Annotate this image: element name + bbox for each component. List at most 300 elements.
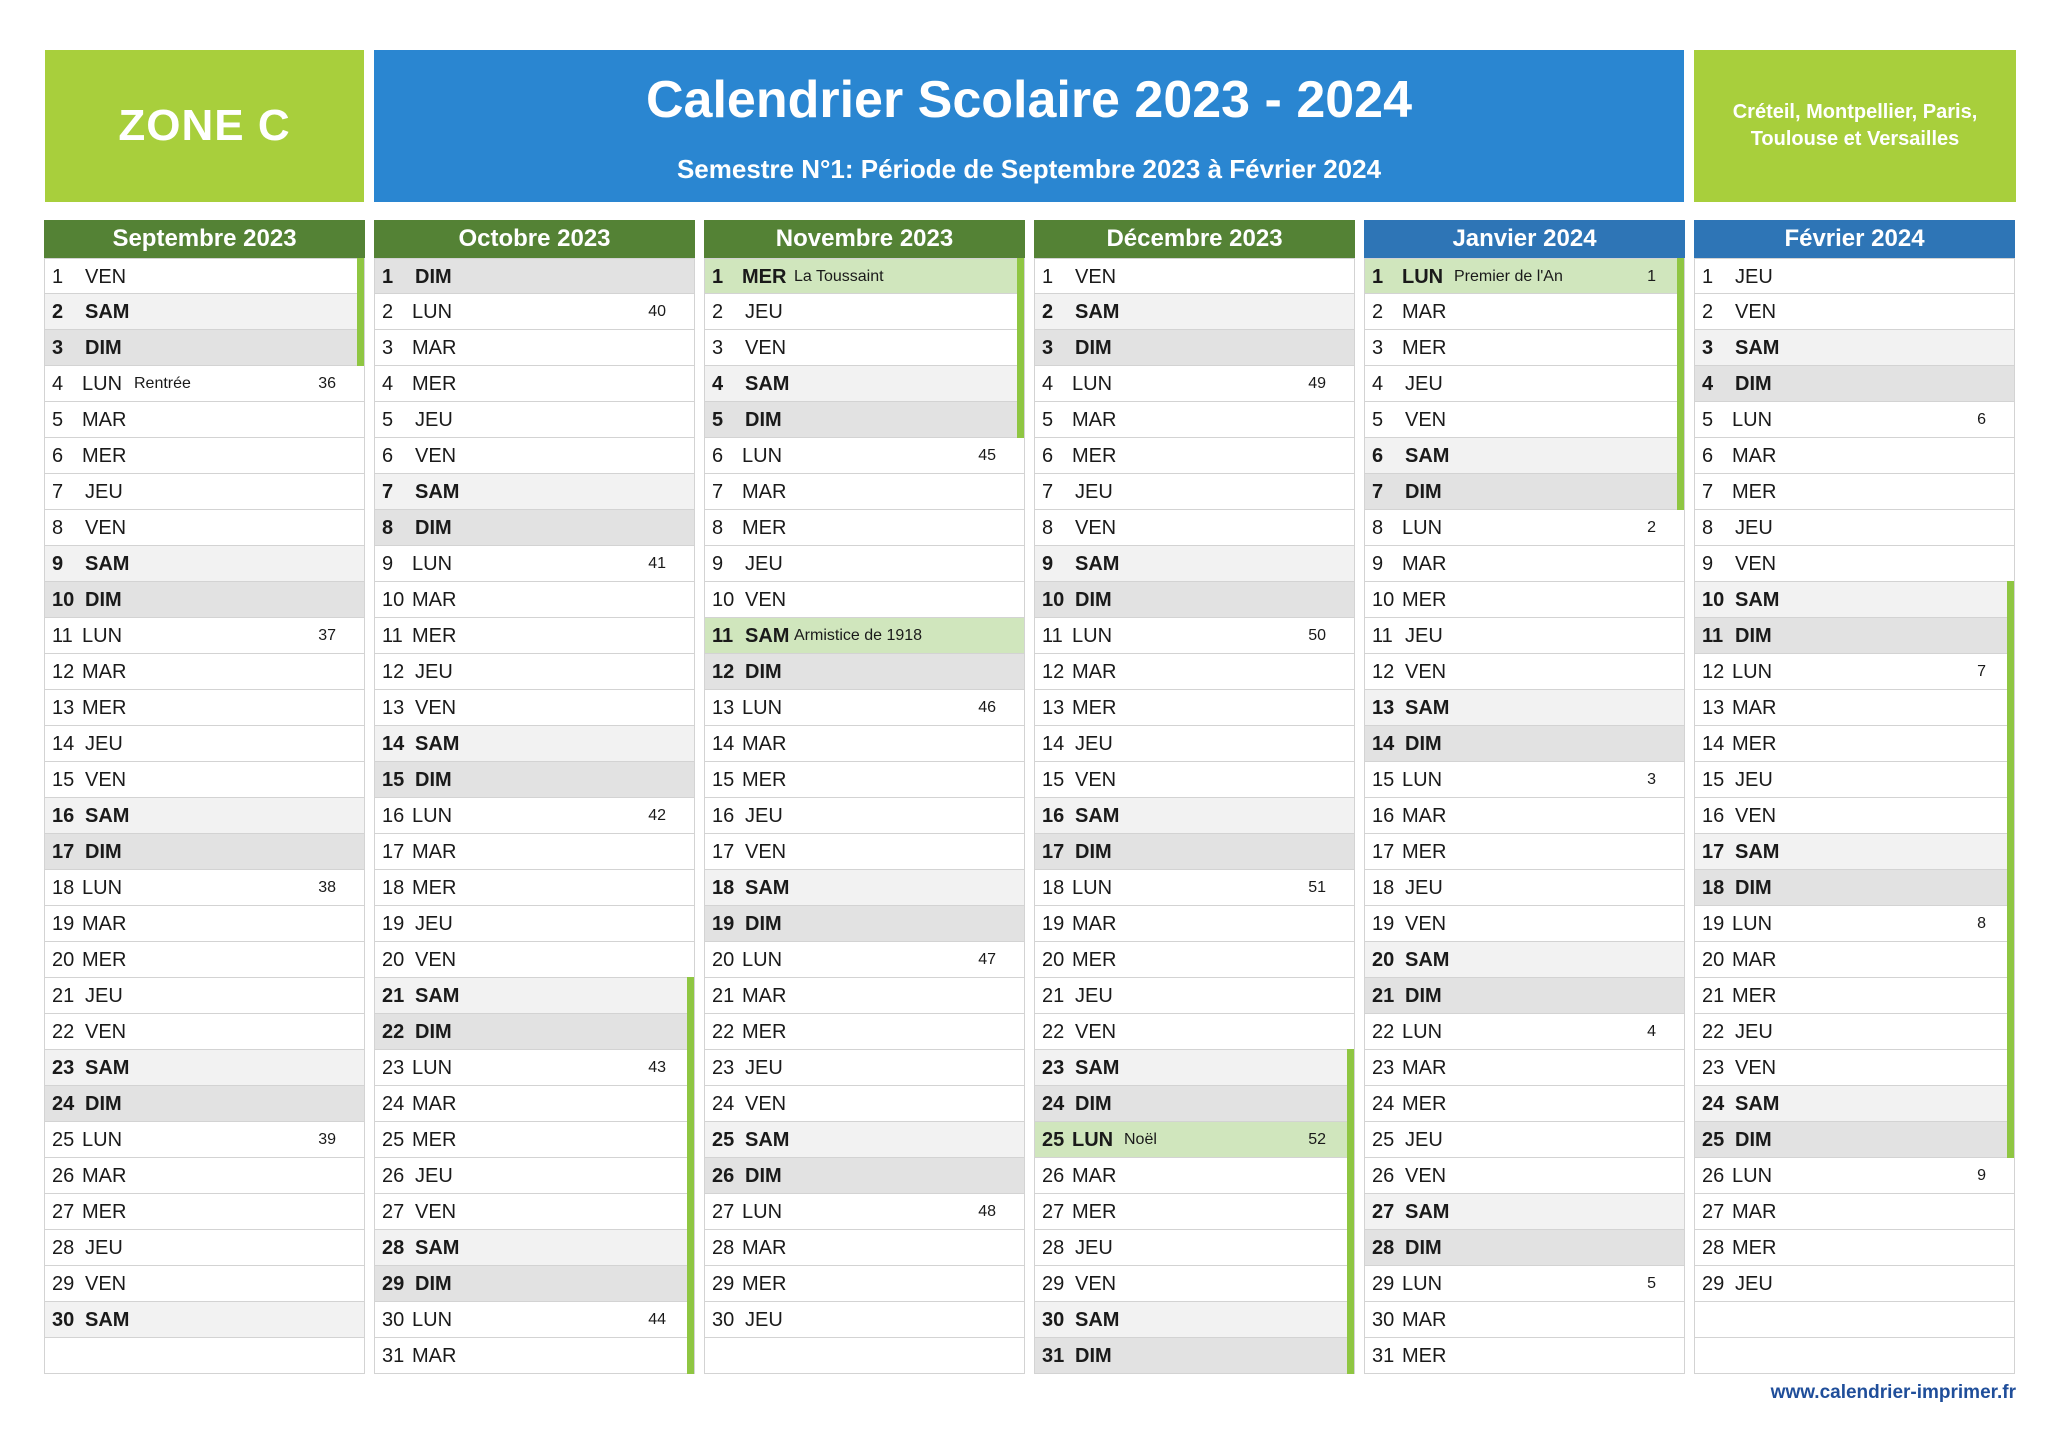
day-row [1364, 1158, 1685, 1194]
day-row [1694, 690, 2015, 726]
day-name: LUN [742, 949, 783, 971]
day-name: DIM [415, 769, 452, 791]
day-name: VEN [415, 697, 457, 719]
day-row [704, 1050, 1025, 1086]
day-row [1694, 762, 2015, 798]
day-row [44, 1194, 365, 1230]
week-number: 43 [648, 1059, 666, 1076]
day-row [1694, 654, 2015, 690]
day-row [44, 1014, 365, 1050]
day-number: 24 [1042, 1093, 1065, 1115]
day-name: JEU [415, 661, 453, 683]
day-name: MAR [1072, 409, 1117, 431]
day-name: DIM [85, 589, 122, 611]
day-row [44, 1230, 365, 1266]
day-row [44, 762, 365, 798]
day-row [44, 1158, 365, 1194]
day-number: 15 [382, 769, 405, 791]
day-row [44, 474, 365, 510]
day-number: 10 [1702, 589, 1725, 611]
day-name: JEU [1075, 481, 1113, 503]
day-name: LUN [742, 445, 783, 467]
day-name: VEN [745, 337, 787, 359]
week-number: 51 [1308, 879, 1326, 896]
day-row [1694, 942, 2015, 978]
day-number: 1 [1372, 266, 1384, 288]
day-row [44, 510, 365, 546]
day-row [1364, 1302, 1685, 1338]
day-number: 27 [382, 1201, 405, 1223]
vacation-marker [1017, 258, 1024, 295]
vacation-marker [1677, 365, 1684, 402]
day-number: 22 [382, 1021, 405, 1043]
day-number: 21 [712, 985, 735, 1007]
day-row [374, 1122, 695, 1158]
vacation-marker [687, 1121, 694, 1158]
month-header: Décembre 2023 [1034, 220, 1355, 258]
day-name: JEU [1405, 877, 1443, 899]
day-name: LUN [1732, 913, 1773, 935]
day-number: 9 [1702, 553, 1714, 575]
day-number: 10 [712, 589, 735, 611]
day-row [44, 1266, 365, 1302]
day-row [1034, 1050, 1355, 1086]
day-name: LUN [1072, 1129, 1114, 1151]
day-name: LUN [1732, 661, 1773, 683]
day-number: 24 [1702, 1093, 1725, 1115]
week-number: 42 [648, 807, 666, 824]
day-number: 12 [382, 661, 405, 683]
month-column [1034, 220, 1355, 1374]
vacation-marker [687, 1301, 694, 1338]
day-row [704, 690, 1025, 726]
day-row [1694, 870, 2015, 906]
day-name: MAR [1402, 805, 1447, 827]
day-row [1694, 906, 2015, 942]
day-number: 31 [1372, 1345, 1395, 1367]
day-name: VEN [415, 445, 457, 467]
day-name: VEN [85, 266, 127, 288]
day-name: SAM [415, 1237, 460, 1259]
day-name: JEU [1405, 373, 1443, 395]
day-number: 21 [382, 985, 405, 1007]
day-number: 14 [1372, 733, 1395, 755]
day-row [704, 1014, 1025, 1050]
day-row [44, 834, 365, 870]
day-name: MER [412, 625, 457, 647]
month-column [704, 220, 1025, 1374]
day-row [704, 942, 1025, 978]
day-name: VEN [1405, 661, 1447, 683]
day-number: 9 [712, 553, 724, 575]
day-name: LUN [1402, 266, 1444, 288]
day-number: 5 [712, 409, 724, 431]
day-number: 20 [52, 949, 75, 971]
day-number: 27 [52, 1201, 75, 1223]
day-row [1694, 1266, 2015, 1302]
day-name: SAM [85, 1057, 130, 1079]
page-subtitle: Semestre N°1: Période de Septembre 2023 à Février 2024 [676, 154, 1382, 184]
day-name: DIM [1075, 1345, 1112, 1367]
day-row [704, 1302, 1025, 1338]
day-number: 11 [382, 625, 403, 647]
day-row [704, 366, 1025, 402]
vacation-marker [2007, 761, 2014, 798]
day-name: SAM [745, 1129, 790, 1151]
day-row [1364, 690, 1685, 726]
day-row [1364, 798, 1685, 834]
day-number: 22 [1042, 1021, 1065, 1043]
day-number: 28 [1372, 1237, 1395, 1259]
day-row [374, 834, 695, 870]
day-number: 14 [1702, 733, 1725, 755]
day-number: 27 [1372, 1201, 1395, 1223]
day-name: LUN [1402, 1273, 1443, 1295]
week-number: 39 [318, 1131, 336, 1148]
day-row [1694, 1050, 2015, 1086]
day-number: 25 [712, 1129, 735, 1151]
day-row [1694, 1158, 2015, 1194]
month-column [1364, 220, 1685, 1374]
day-number: 16 [1702, 805, 1725, 827]
day-name: VEN [85, 1273, 127, 1295]
day-name: DIM [85, 337, 122, 359]
day-number: 4 [382, 373, 394, 395]
day-row [374, 1014, 695, 1050]
day-number: 24 [52, 1093, 75, 1115]
title-banner [374, 50, 1684, 202]
day-name: LUN [412, 301, 453, 323]
day-row [1694, 366, 2015, 402]
day-event: La Toussaint [794, 268, 884, 285]
day-name: JEU [85, 481, 123, 503]
day-number: 8 [712, 517, 724, 539]
day-row [44, 942, 365, 978]
vacation-marker [687, 1085, 694, 1122]
day-row [44, 690, 365, 726]
day-row [44, 582, 365, 618]
day-number: 18 [382, 877, 405, 899]
day-number: 9 [1372, 553, 1384, 575]
day-name: JEU [1735, 266, 1773, 288]
day-row [1694, 474, 2015, 510]
empty-day-cell [44, 1338, 365, 1374]
day-row [1694, 510, 2015, 546]
day-row [1364, 834, 1685, 870]
day-name: MAR [1732, 1201, 1777, 1223]
day-number: 22 [712, 1021, 735, 1043]
day-row [704, 546, 1025, 582]
day-number: 11 [1042, 625, 1063, 647]
day-name: MAR [1072, 661, 1117, 683]
day-row [704, 294, 1025, 330]
day-number: 8 [1372, 517, 1384, 539]
day-name: LUN [82, 1129, 123, 1151]
day-number: 23 [382, 1057, 405, 1079]
day-number: 17 [1042, 841, 1065, 863]
day-name: MAR [1732, 949, 1777, 971]
vacation-marker [1347, 1301, 1354, 1338]
week-number: 47 [978, 951, 996, 968]
day-name: JEU [1405, 625, 1443, 647]
day-name: VEN [1735, 553, 1777, 575]
day-number: 20 [1372, 949, 1395, 971]
vacation-marker [687, 1193, 694, 1230]
day-number: 3 [382, 337, 394, 359]
day-name: JEU [1075, 985, 1113, 1007]
day-number: 6 [712, 445, 724, 467]
day-name: JEU [415, 1165, 453, 1187]
day-number: 9 [52, 553, 64, 575]
day-row [1694, 1230, 2015, 1266]
vacation-marker [1347, 1265, 1354, 1302]
week-number: 37 [318, 627, 336, 644]
day-row [1364, 366, 1685, 402]
day-name: LUN [412, 805, 453, 827]
day-number: 8 [1042, 517, 1054, 539]
day-number: 2 [712, 301, 724, 323]
day-number: 28 [1042, 1237, 1065, 1259]
day-name: MER [1732, 733, 1777, 755]
day-number: 23 [52, 1057, 75, 1079]
day-row [44, 654, 365, 690]
day-number: 28 [712, 1237, 735, 1259]
day-number: 25 [1702, 1129, 1725, 1151]
day-row [374, 1266, 695, 1302]
day-number: 5 [1042, 409, 1054, 431]
day-name: JEU [85, 733, 123, 755]
day-row [1034, 1194, 1355, 1230]
day-number: 3 [712, 337, 724, 359]
day-name: VEN [1075, 1273, 1117, 1295]
day-row [1694, 1122, 2015, 1158]
day-event: Rentrée [134, 375, 191, 392]
day-number: 20 [382, 949, 405, 971]
vacation-marker [2007, 1013, 2014, 1050]
day-number: 4 [52, 373, 64, 395]
vacation-marker [2007, 905, 2014, 942]
day-number: 19 [52, 913, 75, 935]
day-number: 15 [1042, 769, 1065, 791]
day-name: JEU [1405, 1129, 1443, 1151]
day-row [1364, 1230, 1685, 1266]
day-number: 23 [712, 1057, 735, 1079]
day-row [1364, 438, 1685, 474]
vacation-marker [2007, 689, 2014, 726]
day-number: 18 [52, 877, 75, 899]
day-name: VEN [745, 589, 787, 611]
day-name: SAM [85, 553, 130, 575]
day-number: 15 [712, 769, 735, 791]
day-number: 7 [52, 481, 64, 503]
day-number: 28 [382, 1237, 405, 1259]
day-row [374, 330, 695, 366]
day-name: DIM [85, 841, 122, 863]
day-name: MER [742, 1021, 787, 1043]
day-name: MAR [1402, 1057, 1447, 1079]
day-number: 17 [52, 841, 75, 863]
day-number: 21 [1042, 985, 1065, 1007]
day-row [704, 582, 1025, 618]
day-number: 11 [1372, 625, 1393, 647]
day-row [1034, 438, 1355, 474]
day-row [1364, 510, 1685, 546]
day-row [704, 258, 1025, 294]
vacation-marker [1347, 1157, 1354, 1194]
day-number: 19 [1372, 913, 1395, 935]
day-row [1034, 1338, 1355, 1374]
day-name: JEU [1735, 517, 1773, 539]
day-name: SAM [85, 1309, 130, 1331]
day-row [1034, 546, 1355, 582]
day-name: DIM [1075, 337, 1112, 359]
day-name: MAR [742, 481, 787, 503]
day-row [374, 978, 695, 1014]
day-number: 16 [1372, 805, 1395, 827]
day-row [704, 978, 1025, 1014]
day-name: JEU [1075, 733, 1113, 755]
day-name: VEN [1075, 769, 1117, 791]
day-name: MAR [1072, 1165, 1117, 1187]
day-number: 2 [1372, 301, 1384, 323]
day-number: 14 [712, 733, 735, 755]
day-row [44, 402, 365, 438]
day-row [1364, 582, 1685, 618]
day-number: 11 [1702, 625, 1724, 647]
day-name: MER [1072, 1201, 1117, 1223]
day-row [1364, 1050, 1685, 1086]
day-row [374, 906, 695, 942]
vacation-marker [1677, 473, 1684, 510]
day-name: MER [742, 517, 787, 539]
day-name: JEU [745, 553, 783, 575]
day-name: DIM [415, 1021, 452, 1043]
day-name: DIM [85, 1093, 122, 1115]
day-number: 10 [382, 589, 405, 611]
day-row [1034, 762, 1355, 798]
day-number: 21 [1372, 985, 1395, 1007]
day-number: 8 [52, 517, 64, 539]
day-name: LUN [1402, 517, 1443, 539]
empty-day-cell [1694, 1338, 2015, 1374]
day-name: DIM [1405, 985, 1442, 1007]
day-name: MER [1402, 1093, 1447, 1115]
vacation-marker [2007, 1049, 2014, 1086]
vacation-marker [2007, 581, 2014, 618]
vacation-marker [2007, 977, 2014, 1014]
day-number: 2 [1042, 301, 1054, 323]
day-row [44, 1050, 365, 1086]
vacation-marker [1677, 401, 1684, 438]
empty-day-cell [1694, 1302, 2015, 1338]
day-number: 24 [712, 1093, 735, 1115]
day-row [1034, 906, 1355, 942]
day-number: 25 [382, 1129, 405, 1151]
day-name: MER [1072, 697, 1117, 719]
day-name: DIM [745, 661, 782, 683]
week-number: 45 [978, 447, 996, 464]
day-name: LUN [742, 1201, 783, 1223]
day-number: 31 [1042, 1345, 1065, 1367]
day-name: VEN [1075, 266, 1117, 288]
day-name: VEN [85, 1021, 127, 1043]
day-row [1034, 1266, 1355, 1302]
month-column [1694, 220, 2015, 1374]
day-row [1364, 1014, 1685, 1050]
day-row [1364, 1194, 1685, 1230]
day-number: 24 [1372, 1093, 1395, 1115]
day-name: MAR [1402, 553, 1447, 575]
vacation-marker [687, 1049, 694, 1086]
day-row [44, 438, 365, 474]
day-number: 16 [712, 805, 735, 827]
day-number: 2 [382, 301, 394, 323]
day-row [1034, 366, 1355, 402]
day-row [44, 1302, 365, 1338]
day-number: 29 [712, 1273, 735, 1295]
day-row [704, 618, 1025, 654]
day-number: 18 [1702, 877, 1725, 899]
day-name: VEN [1405, 913, 1447, 935]
vacation-marker [2007, 1085, 2014, 1122]
day-row [1364, 618, 1685, 654]
week-number: 44 [648, 1311, 666, 1328]
day-number: 25 [1042, 1129, 1065, 1151]
day-number: 20 [1702, 949, 1725, 971]
day-number: 7 [712, 481, 724, 503]
day-name: VEN [1735, 805, 1777, 827]
day-row [1034, 726, 1355, 762]
day-name: DIM [1735, 625, 1772, 647]
day-row [1034, 1122, 1355, 1158]
day-row [1034, 402, 1355, 438]
day-name: JEU [745, 1057, 783, 1079]
day-name: MER [742, 266, 787, 288]
day-number: 29 [382, 1273, 405, 1295]
day-row [704, 798, 1025, 834]
day-row [1034, 798, 1355, 834]
day-row [1034, 294, 1355, 330]
day-number: 3 [1042, 337, 1054, 359]
day-row [704, 1086, 1025, 1122]
day-name: VEN [1405, 409, 1447, 431]
week-number: 41 [648, 555, 666, 572]
day-number: 10 [1372, 589, 1395, 611]
day-row [374, 1230, 695, 1266]
day-name: LUN [1402, 769, 1443, 791]
day-name: MAR [412, 337, 457, 359]
website-link[interactable]: www.calendrier-imprimer.fr [1770, 1382, 2016, 1403]
day-row [704, 438, 1025, 474]
day-row [374, 942, 695, 978]
day-name: MAR [1072, 913, 1117, 935]
day-name: SAM [745, 877, 790, 899]
day-name: VEN [1405, 1165, 1447, 1187]
day-row [1034, 1158, 1355, 1194]
day-row [1364, 870, 1685, 906]
day-number: 12 [712, 661, 735, 683]
day-row [374, 546, 695, 582]
day-name: DIM [745, 913, 782, 935]
week-number: 9 [1977, 1167, 1986, 1184]
day-number: 17 [712, 841, 735, 863]
day-row [704, 654, 1025, 690]
day-row [374, 1302, 695, 1338]
day-number: 19 [712, 913, 735, 935]
day-name: SAM [1735, 841, 1780, 863]
day-name: MAR [82, 1165, 127, 1187]
day-row [1364, 726, 1685, 762]
